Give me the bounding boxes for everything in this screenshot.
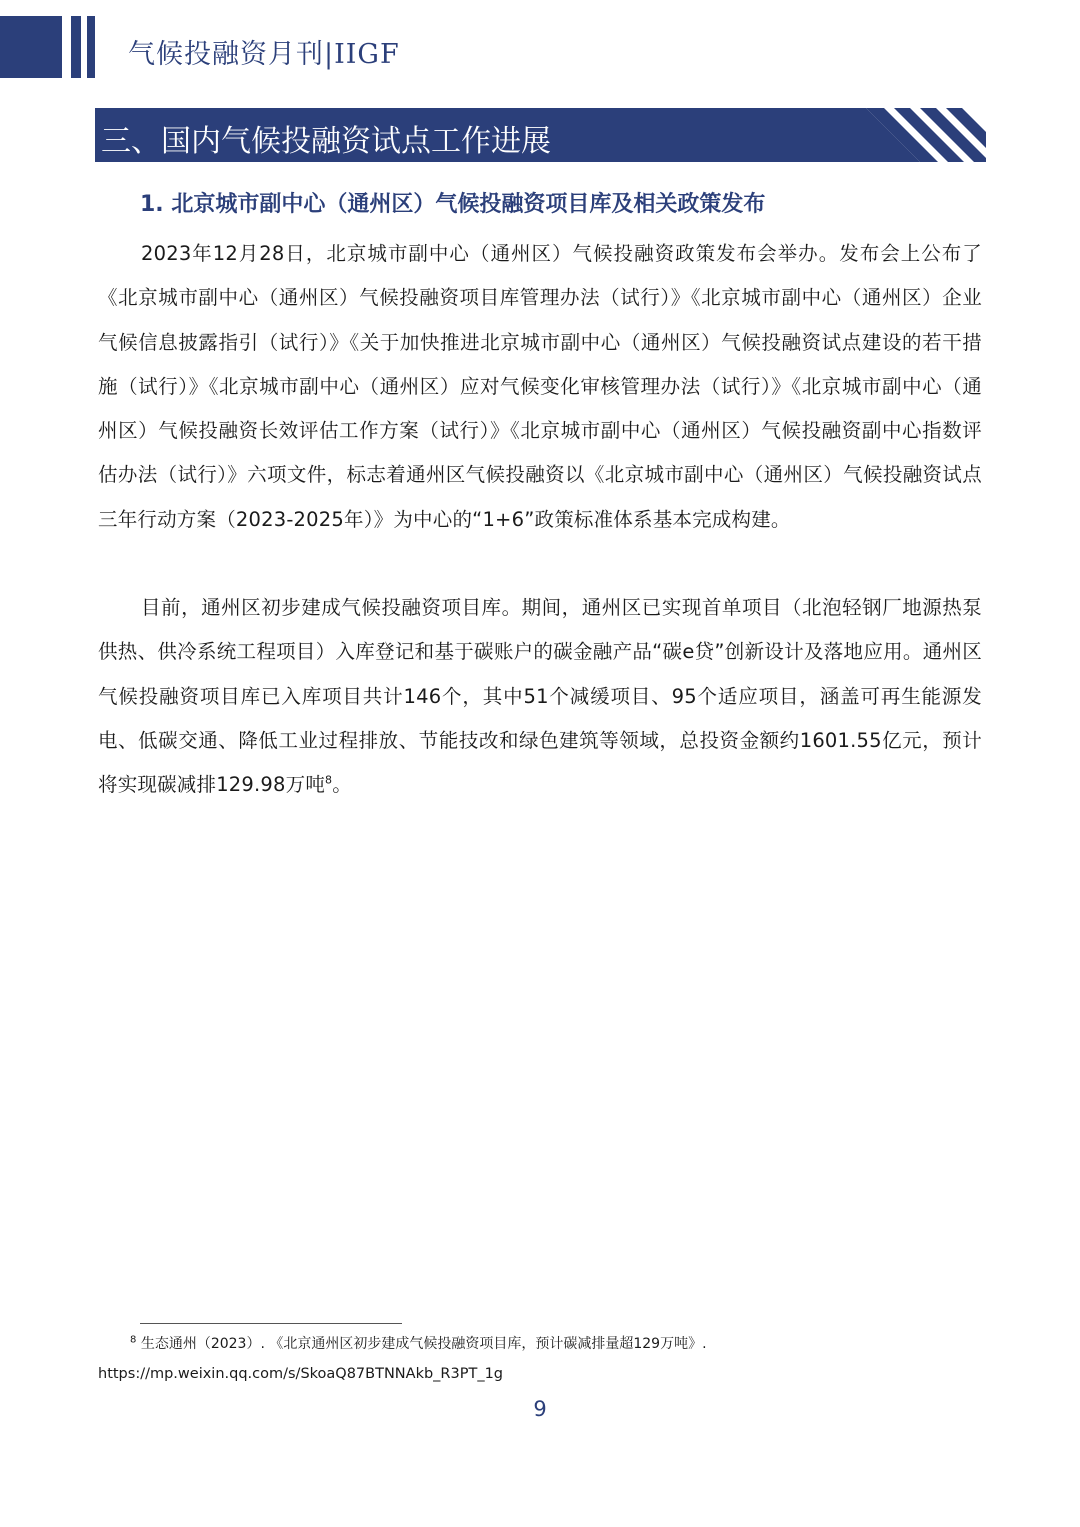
paragraph-end: 。 — [332, 773, 352, 797]
footnote-divider — [140, 1323, 402, 1324]
subsection-heading: 1. 北京城市副中心（通州区）气候投融资项目库及相关政策发布 — [140, 192, 766, 217]
section-banner — [95, 108, 986, 162]
banner-stripes-decoration — [866, 108, 986, 162]
publication-title: 气候投融资月刊|IIGF — [128, 39, 400, 70]
footnote-citation — [130, 1333, 707, 1353]
footnote-url-link[interactable]: https://mp.weixin.qq.com/s/SkoaQ87BTNNAkb_R3PT_1g — [98, 1366, 503, 1382]
body-paragraph — [98, 586, 982, 807]
footnote-text: 生态通州（2023）. 《北京通州区初步建成气候投融资项目库，预计碳减排量超129万吨》. — [136, 1336, 707, 1352]
paragraph-text: 目前，通州区初步建成气候投融资项目库。期间，通州区已实现首单项目（北泡轻钢厂地源热泵供热、供冷系统工程项目）入库登记和基于碳账户的碳金融产品“碳e贷”创新设计及落地应用。通州区气候投融资项目库已入库项目共计146个，其中51个减缓项目、95个适应项目，涵盖可再生能源发电、低碳交通、降低工业过程排放、节能技改和绿色建筑等领域，总投资金额约1601.55亿元，预计将实现碳减排129.98万吨 — [98, 596, 982, 797]
footnote-reference[interactable]: 8 — [325, 773, 333, 787]
header-bar-mid — [71, 16, 81, 78]
header-bar-wide — [0, 16, 62, 78]
footnote-marker: 8 — [130, 1334, 137, 1346]
body-paragraph: 2023年12月28日，北京城市副中心（通州区）气候投融资政策发布会举办。发布会上公布了《北京城市副中心（通州区）气候投融资项目库管理办法（试行）》《北京城市副中心（通州区）企业气候信息披露指引（试行）》《关于加快推进北京城市副中心（通州区）气候投融资试点建设的若干措施（试行）》《北京城市副中心（通州区）应对气候变化审核管理办法（试行）》《北京城市副中心（通州区）气候投融资长效评估工作方案（试行）》《北京城市副中心（通州区）气候投融资副中心指数评估办法（试行）》六项文件，标志着通州区气候投融资以《北京城市副中心（通州区）气候投融资试点三年行动方案（2023-2025年）》为中心的“1+6”政策标准体系基本完成构建。 — [98, 242, 982, 531]
page-number: 9 — [533, 1397, 547, 1421]
section-title: 三、国内气候投融资试点工作进展 — [101, 124, 551, 159]
header-bar-narrow — [87, 16, 95, 78]
